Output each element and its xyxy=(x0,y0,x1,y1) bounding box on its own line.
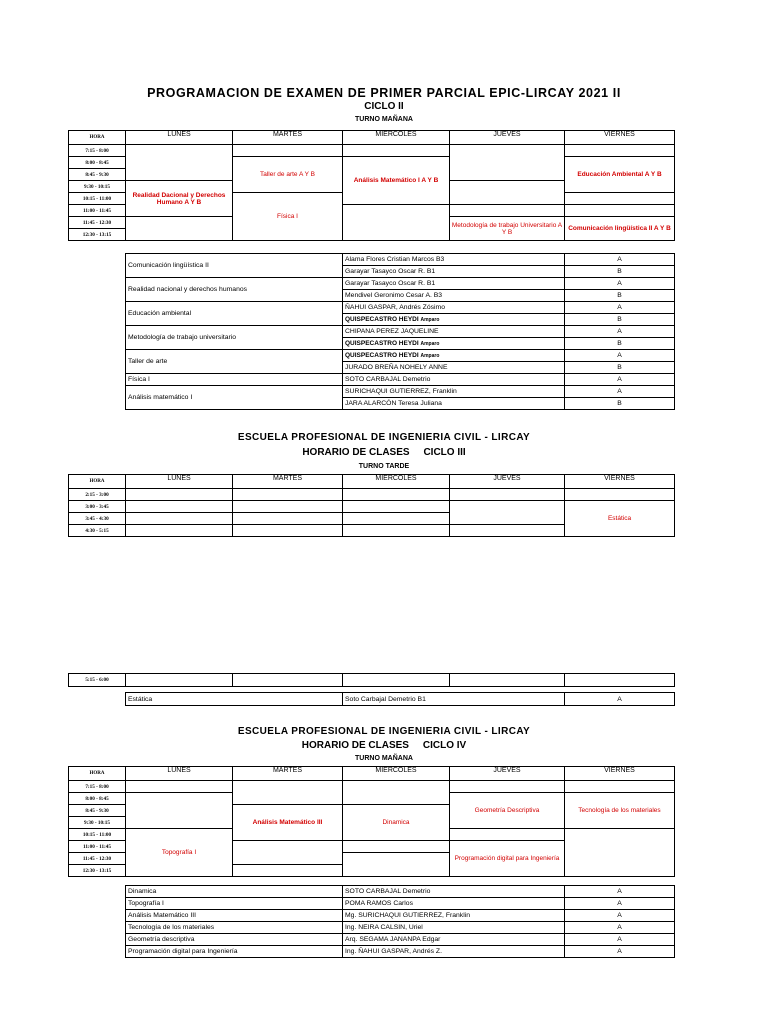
course-name: Geometría descriptiva xyxy=(126,934,343,946)
hour-cell: 7:15 - 8:00 xyxy=(69,145,126,157)
empty-cell xyxy=(233,674,343,687)
header-lunes: LUNES xyxy=(126,475,233,489)
hour-cell: 11:45 - 12:30 xyxy=(69,217,126,229)
empty-cell xyxy=(343,674,450,687)
hour-cell: 8:45 - 9:30 xyxy=(69,805,126,817)
empty-cell xyxy=(343,525,450,537)
hour-cell: 8:45 - 9:30 xyxy=(69,169,126,181)
teacher-name: Alama Flores Cristian Marcos B3 xyxy=(343,254,565,266)
teacher-name: Soto Carbajal Demetrio B1 xyxy=(343,693,565,706)
course-name: Dinamica xyxy=(126,886,343,898)
empty-cell xyxy=(343,489,450,501)
cell-fisica: Física I xyxy=(233,193,343,241)
hour-cell: 7:15 - 8:00 xyxy=(69,781,126,793)
course-name: Tecnología de los materiales xyxy=(126,922,343,934)
teacher-name: JURADO BREÑA NOHELY ANNE xyxy=(343,362,565,374)
teacher-name: SOTO CARBAJAL Demetrio xyxy=(343,374,565,386)
header-hora: HORA xyxy=(69,767,126,781)
hour-cell: 8:00 - 8:45 xyxy=(69,157,126,169)
cell-estatica: Estática xyxy=(565,501,675,537)
empty-cell xyxy=(450,674,565,687)
header-miercoles: MIERCOLES xyxy=(343,767,450,781)
exam-title: PROGRAMACION DE EXAMEN DE PRIMER PARCIAL EPIC-LIRCAY 2021 II xyxy=(147,86,621,100)
cell-educacion-ambiental: Educación Ambiental A Y B xyxy=(565,157,675,193)
cell-analisis-matematico: Análisis Matemático I A Y B xyxy=(343,157,450,205)
teacher-name: Garayar Tasayco Oscar R. B1 xyxy=(343,266,565,278)
header-miercoles: MIERCOLES xyxy=(343,131,450,145)
teacher-name: Mendivel Geronimo Cesar A. B3 xyxy=(343,290,565,302)
section-letter: B xyxy=(565,266,675,278)
teacher-name: Mg. SURICHAQUI GUTIERREZ, Franklin xyxy=(343,910,565,922)
section-letter: A xyxy=(565,693,675,706)
teacher-name: QUISPECASTRO HEYDI Amparo xyxy=(343,338,565,350)
hour-cell: 4:30 - 5:15 xyxy=(69,525,126,537)
empty-cell xyxy=(126,674,233,687)
header-lunes: LUNES xyxy=(126,131,233,145)
course-name: Estática xyxy=(126,693,343,706)
header-lunes: LUNES xyxy=(126,767,233,781)
empty-cell xyxy=(450,489,565,501)
teacher-name: CHIPANA PEREZ JAQUELINE xyxy=(343,326,565,338)
empty-cell xyxy=(233,781,343,805)
course-name: Topografía I xyxy=(126,898,343,910)
hour-cell: 11:45 - 12:30 xyxy=(69,853,126,865)
course-name: Análisis matemático I xyxy=(126,386,343,410)
empty-cell xyxy=(126,513,233,525)
header-miercoles: MIERCOLES xyxy=(343,475,450,489)
section-letter: A xyxy=(565,886,675,898)
teacher-name: QUISPECASTRO HEYDI Amparo xyxy=(343,350,565,362)
section-letter: A xyxy=(565,278,675,290)
empty-cell xyxy=(343,501,450,513)
cell-realidad-nacional: Realidad Dacional y Derechos Humano A Y B xyxy=(126,181,233,217)
header-martes: MARTES xyxy=(233,767,343,781)
empty-cell xyxy=(233,489,343,501)
course-name: Comunicación lingüística II xyxy=(126,254,343,278)
empty-cell xyxy=(343,205,450,241)
schedule-table-ciclo-ii xyxy=(68,130,675,241)
section-letter: A xyxy=(565,326,675,338)
empty-cell xyxy=(343,513,450,525)
header-martes: MARTES xyxy=(233,131,343,145)
empty-cell xyxy=(343,853,450,877)
course-list-ciclo-iv xyxy=(125,885,675,958)
hour-cell: 9:30 - 10:15 xyxy=(69,181,126,193)
hour-cell: 10:15 - 11:00 xyxy=(69,829,126,841)
cell-comunicacion: Comunicación lingüística II A Y B xyxy=(565,217,675,241)
cell-tecnologia: Tecnología de los materiales xyxy=(565,793,675,829)
hour-cell: 3:45 - 4:30 xyxy=(69,513,126,525)
course-list-ciclo-ii xyxy=(125,253,675,410)
cell-analisis-matematico-iii: Análisis Matemático III xyxy=(233,805,343,841)
section-letter: A xyxy=(565,898,675,910)
course-name: Educación ambiental xyxy=(126,302,343,326)
teacher-name: POMA RAMOS Carlos xyxy=(343,898,565,910)
empty-cell xyxy=(343,781,450,805)
hour-cell: 11:00 - 11:45 xyxy=(69,205,126,217)
course-name: Programación digital para Ingeniería xyxy=(126,946,343,958)
horario-title: HORARIO DE CLASES CICLO IV xyxy=(301,740,467,751)
empty-cell xyxy=(565,205,675,217)
section-letter: B xyxy=(565,314,675,326)
empty-cell xyxy=(343,145,450,157)
empty-cell xyxy=(450,781,565,793)
empty-cell xyxy=(450,145,565,181)
empty-cell xyxy=(450,829,565,841)
empty-cell xyxy=(233,513,343,525)
section-letter: B xyxy=(565,398,675,410)
empty-cell xyxy=(450,525,565,537)
empty-cell xyxy=(126,525,233,537)
course-name: Análisis Matemático III xyxy=(126,910,343,922)
header-martes: MARTES xyxy=(233,475,343,489)
turno-label: TURNO MAÑANA xyxy=(355,755,413,762)
hour-cell: 3:00 - 3:45 xyxy=(69,501,126,513)
empty-cell xyxy=(565,781,675,793)
schedule-extra-row xyxy=(68,673,675,687)
hour-cell: 5:15 - 6:00 xyxy=(69,674,126,687)
empty-cell xyxy=(450,501,565,525)
hour-cell: 10:15 - 11:00 xyxy=(69,193,126,205)
empty-cell xyxy=(450,181,565,205)
section-letter: A xyxy=(565,946,675,958)
empty-cell xyxy=(233,841,343,865)
cell-taller-arte: Taller de arte A Y B xyxy=(233,157,343,193)
course-name: Física I xyxy=(126,374,343,386)
schedule-table-ciclo-iii xyxy=(68,474,675,537)
hour-cell: 11:00 - 11:45 xyxy=(69,841,126,853)
empty-cell xyxy=(126,501,233,513)
empty-cell xyxy=(233,525,343,537)
cell-topografia: Topografía I xyxy=(126,829,233,877)
cell-programacion: Programación digital para Ingeniería xyxy=(450,841,565,877)
empty-cell xyxy=(126,489,233,501)
ciclo-label: CICLO II xyxy=(364,101,404,112)
section-letter: A xyxy=(565,254,675,266)
empty-cell xyxy=(450,205,565,217)
cell-metodologia: Metodología de trabajo Universitario A Y B xyxy=(450,217,565,241)
cell-dinamica: Dinamica xyxy=(343,805,450,841)
turno-label: TURNO TARDE xyxy=(358,463,410,470)
course-name: Realidad nacional y derechos humanos xyxy=(126,278,343,302)
empty-cell xyxy=(126,145,233,181)
school-title: ESCUELA PROFESIONAL DE INGENIERIA CIVIL - LIRCAY xyxy=(237,432,531,443)
empty-cell xyxy=(233,865,343,877)
teacher-name: JARA ALARCÓN Teresa Juliana xyxy=(343,398,565,410)
empty-cell xyxy=(126,781,233,793)
empty-cell xyxy=(126,217,233,241)
hour-cell: 12:30 - 13:15 xyxy=(69,865,126,877)
empty-cell xyxy=(565,829,675,877)
section-letter: A xyxy=(565,350,675,362)
header-viernes: VIERNES xyxy=(565,767,675,781)
course-list-ciclo-iii xyxy=(125,692,675,706)
section-letter: A xyxy=(565,302,675,314)
empty-cell xyxy=(565,674,675,687)
horario-title: HORARIO DE CLASES CICLO III xyxy=(302,447,466,458)
teacher-name: ÑAHUI GASPAR, Andrés Zósimo xyxy=(343,302,565,314)
empty-cell xyxy=(565,489,675,501)
empty-cell xyxy=(343,841,450,853)
teacher-name: Ing. ÑAHUI GASPAR, Andrés Z. xyxy=(343,946,565,958)
hour-cell: 9:30 - 10:15 xyxy=(69,817,126,829)
header-jueves: JUEVES xyxy=(450,131,565,145)
teacher-name: QUISPECASTRO HEYDI Amparo xyxy=(343,314,565,326)
hour-cell: 2:15 - 3:00 xyxy=(69,489,126,501)
teacher-name: Garayar Tasayco Oscar R. B1 xyxy=(343,278,565,290)
schedule-table-ciclo-iv xyxy=(68,766,675,877)
section-letter: A xyxy=(565,386,675,398)
teacher-name: SURICHAQUI GUTIERREZ, Franklin xyxy=(343,386,565,398)
header-viernes: VIERNES xyxy=(565,475,675,489)
empty-cell xyxy=(565,145,675,157)
course-name: Taller de arte xyxy=(126,350,343,374)
section-letter: A xyxy=(565,922,675,934)
section-letter: B xyxy=(565,362,675,374)
empty-cell xyxy=(126,793,233,829)
turno-label: TURNO MAÑANA xyxy=(355,116,413,123)
section-letter: B xyxy=(565,338,675,350)
header-viernes: VIERNES xyxy=(565,131,675,145)
section-letter: A xyxy=(565,934,675,946)
header-jueves: JUEVES xyxy=(450,475,565,489)
school-title: ESCUELA PROFESIONAL DE INGENIERIA CIVIL - LIRCAY xyxy=(237,726,531,737)
teacher-name: Ing. NEIRA CALSIN, Uriel xyxy=(343,922,565,934)
course-name: Metodología de trabajo universitario xyxy=(126,326,343,350)
empty-cell xyxy=(233,145,343,157)
cell-geometria: Geometría Descriptiva xyxy=(450,793,565,829)
header-hora: HORA xyxy=(69,131,126,145)
hour-cell: 12:30 - 13:15 xyxy=(69,229,126,241)
header-hora: HORA xyxy=(69,475,126,489)
section-letter: A xyxy=(565,910,675,922)
hour-cell: 8:00 - 8:45 xyxy=(69,793,126,805)
empty-cell xyxy=(233,501,343,513)
section-letter: B xyxy=(565,290,675,302)
section-letter: A xyxy=(565,374,675,386)
teacher-name: SOTO CARBAJAL Demetrio xyxy=(343,886,565,898)
teacher-name: Arq. SEGAMA JANANPA Edgar xyxy=(343,934,565,946)
header-jueves: JUEVES xyxy=(450,767,565,781)
